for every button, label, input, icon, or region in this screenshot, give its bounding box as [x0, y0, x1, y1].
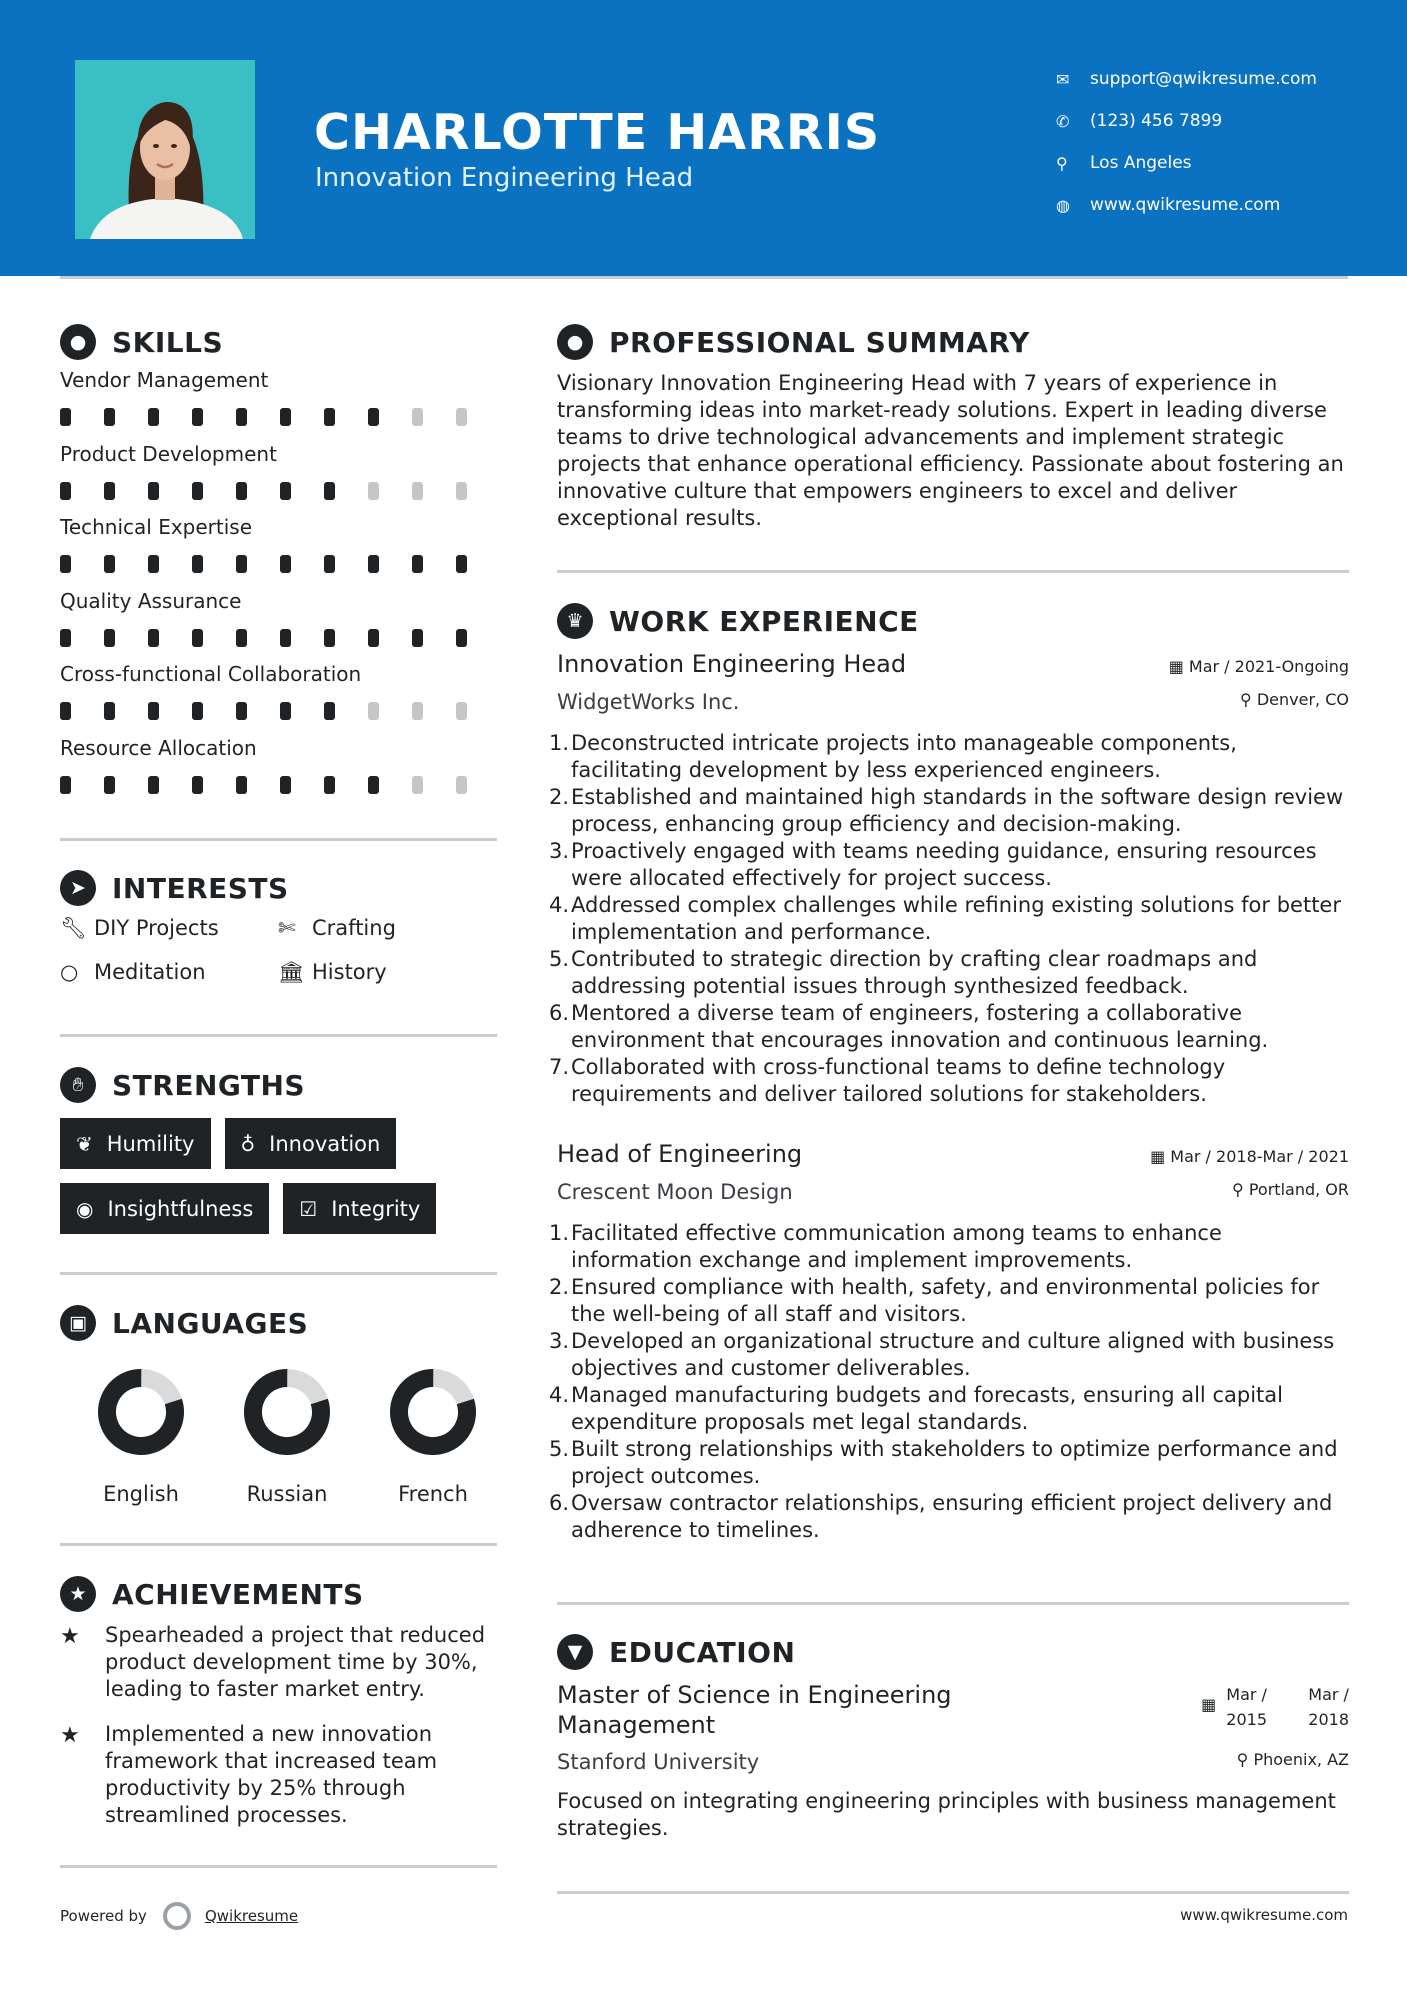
- rating-dot-filled: [412, 555, 423, 573]
- strengths-heading: [60, 1067, 305, 1103]
- rating-dot-empty: [368, 482, 379, 500]
- interests-title: INTERESTS: [112, 871, 289, 905]
- responsibility-text: Mentored a diverse team of engineers, fostering a collaborative environment that encourages innovation and continuous learning.: [571, 1001, 1269, 1052]
- skill-item: [60, 662, 500, 736]
- responsibility-text: Addressed complex challenges while refining existing solutions for better implementation and performance.: [571, 893, 1341, 944]
- rating-dot-empty: [456, 776, 467, 794]
- rating-dot-filled: [60, 776, 71, 794]
- job-date-text: Mar / 2018-Mar / 2021: [1170, 1147, 1349, 1166]
- map-pin-icon: ⚲: [1056, 153, 1068, 173]
- job-entry: [549, 650, 1349, 1108]
- rating-dot-filled: [60, 408, 71, 426]
- education-start: [1226, 1682, 1308, 1740]
- strength-label: Insightfulness: [107, 1196, 254, 1221]
- skill-rating: [60, 408, 500, 426]
- skills-title: SKILLS: [112, 325, 224, 359]
- checkbox-icon: ☑: [299, 1196, 318, 1221]
- section-divider: [557, 1602, 1349, 1605]
- pin-icon: ⚲: [1236, 1750, 1254, 1769]
- skill-rating: [60, 776, 500, 794]
- language-name: French: [398, 1482, 468, 1506]
- rating-dot-filled: [60, 555, 71, 573]
- lightbulb-icon: ♁: [240, 1131, 256, 1156]
- brand-link[interactable]: Qwikresume: [204, 1907, 299, 1925]
- strength-row: [60, 1118, 500, 1169]
- strength-label: Innovation: [269, 1131, 381, 1156]
- rating-dot-filled: [236, 629, 247, 647]
- interest-item: [278, 960, 496, 984]
- envelope-icon: ✉: [1056, 69, 1070, 89]
- interest-label: Meditation: [94, 960, 206, 984]
- eye-icon: ◉: [76, 1196, 94, 1221]
- achievements-list: [60, 1622, 500, 1847]
- responsibility-item: 4. Addressed complex challenges while refining existing solutions for better implementation and performance.: [557, 892, 1349, 946]
- strengths-list: [60, 1118, 500, 1248]
- achievement-item: [60, 1721, 500, 1829]
- education-end-month: Mar /: [1308, 1685, 1349, 1704]
- calendar-icon: ▦: [1168, 657, 1189, 676]
- candidate-name: CHARLOTTE HARRIS: [314, 104, 881, 161]
- graduate-icon: ▼: [557, 1634, 593, 1670]
- star-badge-icon: ★: [60, 1576, 96, 1612]
- id-card-icon: ▣: [60, 1305, 96, 1341]
- rating-dot-filled: [104, 555, 115, 573]
- strength-tag: [60, 1183, 269, 1234]
- contact-email-text: support@qwikresume.com: [1090, 69, 1317, 89]
- powered-by: [60, 1902, 298, 1930]
- paper-plane-icon: ➤: [60, 870, 96, 906]
- rating-dot-filled: [104, 482, 115, 500]
- language-name: English: [103, 1482, 179, 1506]
- education-entry: [557, 1680, 1349, 1842]
- rating-dot-filled: [148, 629, 159, 647]
- interest-item: [60, 916, 278, 940]
- education-title: EDUCATION: [609, 1635, 796, 1669]
- contact-location-text: Los Angeles: [1090, 153, 1192, 173]
- rating-dot-filled: [104, 408, 115, 426]
- scissors-icon: ✄: [278, 916, 296, 940]
- experience-title: WORK EXPERIENCE: [609, 604, 919, 638]
- school-name: Stanford University: [557, 1750, 760, 1774]
- responsibility-item: 5. Contributed to strategic direction by crafting clear roadmaps and addressing potential issues through synthesized feedback.: [557, 946, 1349, 1000]
- calendar-icon: ▦: [1150, 1147, 1171, 1166]
- job-date-text: Mar / 2021-Ongoing: [1188, 657, 1349, 676]
- star-icon: ★: [60, 1624, 80, 1649]
- responsibility-text: Facilitated effective communication among teams to enhance information exchange and implement improvements.: [571, 1221, 1222, 1272]
- achievement-item: [60, 1622, 500, 1703]
- rating-dot-empty: [368, 702, 379, 720]
- qwikresume-logo-icon: [163, 1902, 191, 1930]
- rating-dot-filled: [368, 555, 379, 573]
- job-date: [1150, 1147, 1349, 1166]
- rating-dot-filled: [324, 482, 335, 500]
- contact-website-text: www.qwikresume.com: [1090, 195, 1281, 215]
- interest-label: DIY Projects: [94, 916, 219, 940]
- achievements-heading: [60, 1576, 364, 1612]
- strength-tag: [225, 1118, 397, 1169]
- user-icon: ●: [557, 324, 593, 360]
- rating-dot-filled: [324, 408, 335, 426]
- rating-dot-filled: [280, 408, 291, 426]
- responsibility-text: Deconstructed intricate projects into manageable components, facilitating development by less experienced engineers.: [571, 731, 1237, 782]
- responsibility-item: 7. Collaborated with cross-functional teams to define technology requirements and deliver tailored solutions for stakeholders.: [557, 1054, 1349, 1108]
- responsibility-text: Managed manufacturing budgets and forecasts, ensuring all capital expenditure proposals met legal standards.: [571, 1383, 1283, 1434]
- strengths-title: STRENGTHS: [112, 1068, 306, 1102]
- job-date: [1169, 657, 1349, 676]
- footer-website[interactable]: www.qwikresume.com: [1180, 1906, 1348, 1924]
- star-icon: ★: [60, 1723, 80, 1748]
- section-divider: [557, 570, 1349, 573]
- language-name: Russian: [246, 1482, 328, 1506]
- phone-icon: ✆: [1056, 111, 1070, 131]
- interest-item: [278, 916, 496, 940]
- profile-photo-image: [75, 60, 255, 239]
- rating-dot-empty: [412, 776, 423, 794]
- strength-row: [60, 1183, 500, 1234]
- skill-item: [60, 515, 500, 589]
- language-item: [360, 1366, 506, 1506]
- rating-dot-filled: [104, 776, 115, 794]
- strength-label: Humility: [106, 1131, 195, 1156]
- rating-dot-filled: [148, 555, 159, 573]
- summary-title: PROFESSIONAL SUMMARY: [609, 325, 1030, 359]
- hand-icon: ✋︎: [60, 1067, 96, 1103]
- section-divider: [60, 1543, 497, 1546]
- skill-name: Technical Expertise: [60, 515, 253, 539]
- interest-label: Crafting: [312, 916, 396, 940]
- rating-dot-empty: [412, 482, 423, 500]
- skill-rating: [60, 629, 500, 647]
- rating-dot-filled: [324, 702, 335, 720]
- responsibility-item: 1. Facilitated effective communication among teams to enhance information exchange and implement improvements.: [557, 1220, 1349, 1274]
- rating-dot-filled: [148, 702, 159, 720]
- job-title: Head of Engineering: [557, 1140, 803, 1168]
- responsibility-item: 1. Deconstructed intricate projects into manageable components, facilitating development by less experienced engineers.: [557, 730, 1349, 784]
- rating-dot-filled: [192, 408, 203, 426]
- skill-item: [60, 736, 500, 810]
- rating-dot-filled: [280, 482, 291, 500]
- calendar-icon: ▦: [1201, 1695, 1217, 1714]
- skill-name: Quality Assurance: [60, 588, 242, 613]
- job-entry: [549, 1140, 1349, 1544]
- job-location-text: Portland, OR: [1248, 1180, 1349, 1199]
- interests-heading: [60, 870, 289, 906]
- skill-name: Vendor Management: [60, 368, 269, 392]
- job-title: Innovation Engineering Head: [557, 650, 907, 678]
- interest-item: [60, 960, 278, 984]
- education-start-month: Mar /: [1226, 1685, 1267, 1704]
- rating-dot-filled: [148, 408, 159, 426]
- pin-icon: ⚲: [1240, 690, 1257, 709]
- responsibility-item: 4. Managed manufacturing budgets and forecasts, ensuring all capital expenditure proposals met legal standards.: [557, 1382, 1349, 1436]
- resume-header: [0, 0, 1407, 276]
- skill-rating: [60, 555, 500, 573]
- rating-dot-filled: [280, 776, 291, 794]
- achievement-text: Implemented a new innovation framework that increased team productivity by 25% through streamlined processes.: [105, 1722, 438, 1827]
- responsibility-text: Contributed to strategic direction by crafting clear roadmaps and addressing potential issues through synthesized feedback.: [571, 947, 1258, 998]
- job-responsibilities: [549, 1220, 1349, 1544]
- contact-website[interactable]: [1056, 184, 1317, 226]
- rating-dot-filled: [368, 408, 379, 426]
- rating-dot-filled: [280, 629, 291, 647]
- achievements-title: ACHIEVEMENTS: [112, 1577, 364, 1611]
- language-item: [68, 1366, 214, 1506]
- contact-email[interactable]: [1056, 58, 1317, 100]
- language-gauge: [95, 1366, 187, 1458]
- responsibility-text: Established and maintained high standards in the software design review process, enhancing group efficiency and decision-making.: [571, 785, 1344, 836]
- strength-tag: [60, 1118, 211, 1169]
- education-end: [1308, 1682, 1349, 1740]
- rating-dot-empty: [456, 408, 467, 426]
- languages-list: [68, 1366, 508, 1506]
- responsibility-item: 6. Oversaw contractor relationships, ensuring efficient project delivery and adherence to timelines.: [557, 1490, 1349, 1544]
- circle-icon: ○: [60, 960, 79, 984]
- header-divider: [60, 276, 1348, 279]
- rating-dot-filled: [192, 776, 203, 794]
- degree-title: Master of Science in Engineering Management: [557, 1681, 952, 1739]
- rating-dot-filled: [456, 629, 467, 647]
- education-location: [1237, 1750, 1349, 1774]
- education-heading: [557, 1634, 795, 1670]
- rating-dot-filled: [60, 629, 71, 647]
- job-company: WidgetWorks Inc.: [557, 690, 740, 714]
- responsibility-item: 3. Developed an organizational structure and culture aligned with business objectives and customer deliverables.: [557, 1328, 1349, 1382]
- responsibility-text: Proactively engaged with teams needing guidance, ensuring resources were allocated effectively for project success.: [571, 839, 1317, 890]
- rating-dot-filled: [324, 776, 335, 794]
- contact-phone-text: (123) 456 7899: [1090, 111, 1223, 131]
- rating-dot-filled: [456, 555, 467, 573]
- education-location-text: Phoenix, AZ: [1253, 1750, 1349, 1769]
- rating-dot-filled: [148, 482, 159, 500]
- rating-dot-filled: [236, 482, 247, 500]
- job-location: [1240, 690, 1349, 714]
- languages-heading: [60, 1305, 308, 1341]
- rating-dot-filled: [192, 629, 203, 647]
- rating-dot-filled: [104, 629, 115, 647]
- rating-dot-filled: [236, 776, 247, 794]
- rating-dot-filled: [368, 629, 379, 647]
- education-start-year: 2015: [1226, 1710, 1267, 1729]
- rating-dot-filled: [192, 702, 203, 720]
- rating-dot-filled: [236, 408, 247, 426]
- achievement-text: Spearheaded a project that reduced product development time by 30%, leading to faster market entry.: [105, 1623, 486, 1701]
- rating-dot-filled: [192, 482, 203, 500]
- rating-dot-filled: [324, 555, 335, 573]
- rating-dot-filled: [192, 555, 203, 573]
- rating-dot-empty: [412, 702, 423, 720]
- skill-item: [60, 589, 500, 663]
- globe-icon: ◍: [1056, 195, 1070, 215]
- strength-tag: [283, 1183, 436, 1234]
- rating-dot-filled: [368, 776, 379, 794]
- lightbulb-icon: ●: [60, 324, 96, 360]
- responsibility-item: 3. Proactively engaged with teams needing guidance, ensuring resources were allocated effectively for project success.: [557, 838, 1349, 892]
- contact-location: [1056, 142, 1317, 184]
- contact-list: [1056, 58, 1317, 226]
- rating-dot-filled: [60, 482, 71, 500]
- rating-dot-filled: [104, 702, 115, 720]
- education-end-year: 2018: [1308, 1710, 1349, 1729]
- responsibility-item: 2. Ensured compliance with health, safety, and environmental policies for the well-being of all staff and visitors.: [557, 1274, 1349, 1328]
- profile-photo: [75, 60, 255, 239]
- section-divider: [60, 1865, 497, 1868]
- rating-dot-filled: [412, 629, 423, 647]
- contact-phone[interactable]: [1056, 100, 1317, 142]
- rating-dot-empty: [412, 408, 423, 426]
- skill-name: Cross-functional Collaboration: [60, 662, 362, 686]
- responsibility-item: 6. Mentored a diverse team of engineers, fostering a collaborative environment that encourages innovation and continuous learning.: [557, 1000, 1349, 1054]
- responsibility-text: Collaborated with cross-functional teams to define technology requirements and deliver tailored solutions for stakeholders.: [571, 1055, 1226, 1106]
- job-location-text: Denver, CO: [1256, 690, 1349, 709]
- rating-dot-filled: [236, 702, 247, 720]
- responsibility-item: 5. Built strong relationships with stakeholders to optimize performance and project outcomes.: [557, 1436, 1349, 1490]
- section-divider: [60, 1034, 497, 1037]
- skill-item: [60, 368, 500, 442]
- job-company: Crescent Moon Design: [557, 1180, 793, 1204]
- pin-icon: ⚲: [1232, 1180, 1249, 1199]
- languages-title: LANGUAGES: [112, 1306, 309, 1340]
- interests-list: [60, 916, 500, 984]
- rating-dot-empty: [456, 482, 467, 500]
- job-location: [1232, 1180, 1349, 1204]
- rating-dot-filled: [280, 702, 291, 720]
- education-dates: [1201, 1682, 1349, 1740]
- responsibility-text: Developed an organizational structure and culture aligned with business objectives and customer deliverables.: [571, 1329, 1335, 1380]
- skill-rating: [60, 702, 500, 720]
- summary-heading: [557, 324, 1030, 360]
- strength-label: Integrity: [331, 1196, 421, 1221]
- responsibility-text: Built strong relationships with stakeholders to optimize performance and project outcomes.: [571, 1437, 1338, 1488]
- leaf-icon: ❦: [76, 1131, 93, 1156]
- rating-dot-filled: [236, 555, 247, 573]
- chair-icon: ♛: [557, 603, 593, 639]
- skill-name: Product Development: [60, 441, 277, 466]
- responsibility-text: Ensured compliance with health, safety, and environmental policies for the well-being of all staff and visitors.: [571, 1275, 1320, 1326]
- job-responsibilities: [549, 730, 1349, 1108]
- skill-name: Resource Allocation: [60, 735, 257, 760]
- powered-by-label: Powered by: [60, 1907, 147, 1925]
- skill-rating: [60, 482, 500, 500]
- responsibility-text: Oversaw contractor relationships, ensuring efficient project delivery and adherence to timelines.: [571, 1491, 1333, 1542]
- section-divider: [557, 1891, 1349, 1894]
- skills-heading: [60, 324, 223, 360]
- rating-dot-filled: [280, 555, 291, 573]
- rating-dot-filled: [148, 776, 159, 794]
- language-gauge: [241, 1366, 333, 1458]
- wrench-icon: 🔧︎: [60, 915, 87, 940]
- language-gauge: [387, 1366, 479, 1458]
- responsibility-item: 2. Established and maintained high standards in the software design review process, enhancing group efficiency and decision-making.: [557, 784, 1349, 838]
- interest-label: History: [312, 960, 387, 984]
- section-divider: [60, 1272, 497, 1275]
- education-description: Focused on integrating engineering principles with business management strategies.: [557, 1789, 1336, 1840]
- experience-heading: [557, 603, 919, 639]
- section-divider: [60, 838, 497, 841]
- skill-item: [60, 442, 500, 516]
- rating-dot-filled: [324, 629, 335, 647]
- rating-dot-empty: [456, 702, 467, 720]
- skills-list: [60, 368, 500, 809]
- summary-text: Visionary Innovation Engineering Head with 7 years of experience in transforming ideas into market-ready solutions. Expert in leading diverse teams to drive technological advancements and implement strategic projects that enhance operational efficiency. Passionate about fostering an innovative culture that empowers engineers to excel and deliver exceptional results.: [557, 371, 1344, 530]
- rating-dot-filled: [60, 702, 71, 720]
- candidate-title: Innovation Engineering Head: [315, 163, 694, 193]
- language-item: [214, 1366, 360, 1506]
- museum-icon: 🏛︎: [278, 959, 305, 984]
